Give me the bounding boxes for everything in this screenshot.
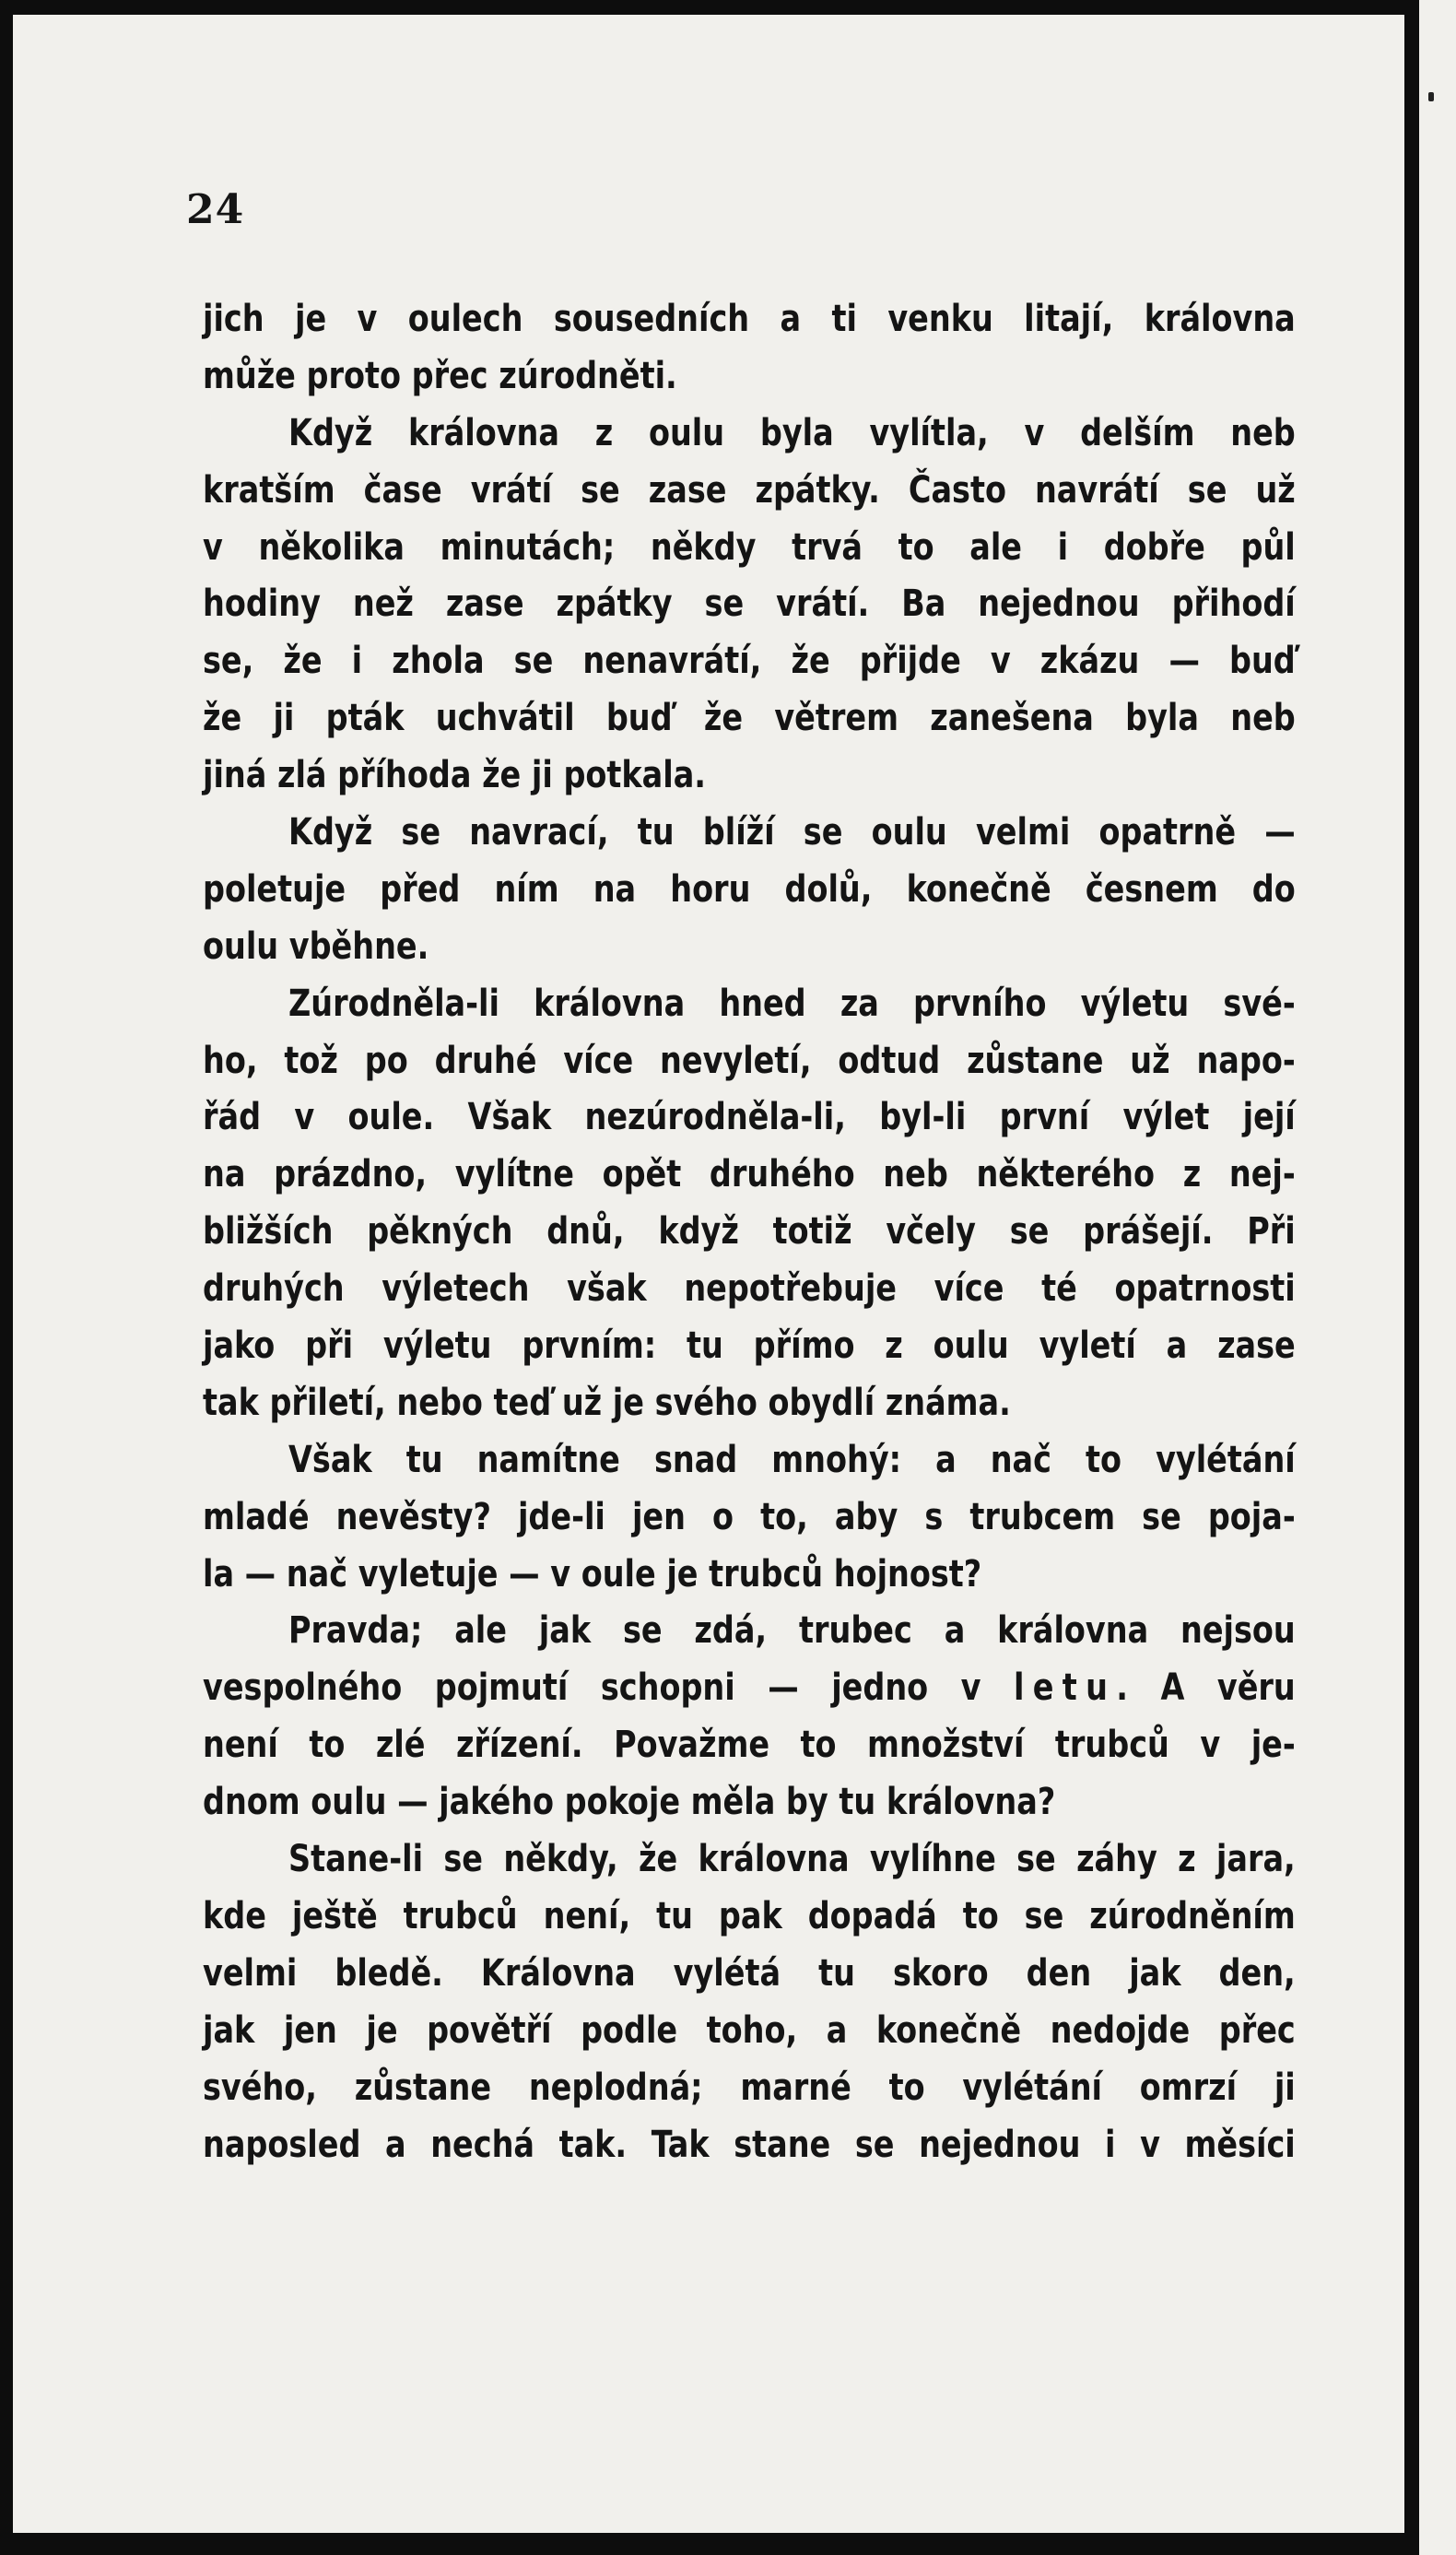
text-line: naposled a nechá tak. Tak stane se nejednou i v měsíci <box>203 2123 1296 2166</box>
text-line: Však tu namítne snad mnohý: a nač to vylétání <box>288 1438 1296 1481</box>
text-line: není to zlé zřízení. Považme to množství trubců v je- <box>203 1724 1296 1767</box>
text-line: ho, tož po druhé více nevyletí, odtud zůstane už napo- <box>203 1039 1296 1082</box>
text-line: bližších pěkných dnů, když totiž včely se prášejí. Při <box>203 1210 1296 1254</box>
text-line: se, že i zhola se nenavrátí, že přijde v zkázu — buď <box>203 640 1296 683</box>
text-line: tak přiletí, nebo teď už je svého obydlí známa. <box>203 1381 1011 1424</box>
page-text <box>203 291 1296 2173</box>
text-line: jich je v oulech sousedních a ti venku litají, královna <box>203 298 1296 340</box>
text-line-spaced <box>203 1660 1296 1717</box>
text-segment: . A věru <box>1116 1666 1296 1710</box>
book-page <box>13 15 1404 2533</box>
emphasized-word: letu <box>1014 1666 1117 1710</box>
text-line: svého, zůstane neplodná; marné to vylétání omrzí ji <box>203 2066 1296 2109</box>
adjacent-page-edge <box>1419 0 1456 2555</box>
text-line: že ji pták uchvátil buď že větrem zanešena byla neb <box>203 697 1296 740</box>
text-line: kde ještě trubců není, tu pak dopadá to se zúrodněním <box>203 1894 1296 1937</box>
text-line: jak jen je povětří podle toho, a konečně nedojde přec <box>203 2008 1296 2052</box>
page-number: 24 <box>186 186 245 233</box>
text-line: Pravda; ale jak se zdá, trubec a královna nejsou <box>288 1609 1296 1653</box>
text-line: kratším čase vrátí se zase zpátky. Často navrátí se už <box>203 468 1296 512</box>
text-line: Když se navrací, tu blíží se oulu velmi opatrně — <box>288 811 1296 854</box>
text-line: druhých výletech však nepotřebuje více té opatrnosti <box>203 1267 1296 1311</box>
text-line: jiná zlá příhoda že ji potkala. <box>203 754 706 797</box>
text-line: dnom oulu — jakého pokoje měla by tu královna? <box>203 1781 1056 1824</box>
text-line: Stane-li se někdy, že královna vylíhne se záhy z jara, <box>288 1838 1296 1881</box>
text-line: hodiny než zase zpátky se vrátí. Ba nejednou přihodí <box>203 583 1296 626</box>
text-line: poletuje před ním na horu dolů, konečně česnem do <box>203 867 1296 911</box>
text-line: velmi bledě. Královna vylétá tu skoro den jak den, <box>203 1951 1296 1995</box>
text-line: v několika minutách; někdy trvá to ale i dobře půl <box>203 525 1296 569</box>
text-line: oulu vběhne. <box>203 924 429 968</box>
text-line: Když královna z oulu byla vylítla, v delším neb <box>288 411 1296 454</box>
text-segment: vespolného pojmutí schopni — jedno v <box>203 1666 981 1710</box>
text-line: la — nač vyletuje — v oule je trubců hojnost? <box>203 1552 982 1595</box>
text-line: mladé nevěsty? jde-li jen o to, aby s trubcem se poja- <box>203 1495 1296 1538</box>
ink-speck <box>1428 92 1434 101</box>
text-line: na prázdno, vylítne opět druhého neb některého z nej- <box>203 1153 1296 1196</box>
text-line: jako při výletu prvním: tu přímo z oulu vyletí a zase <box>203 1325 1296 1368</box>
text-line: Zúrodněla-li královna hned za prvního výletu své- <box>288 982 1296 1025</box>
text-line: řád v oule. Však nezúrodněla-li, byl-li první výlet její <box>203 1096 1296 1139</box>
text-line: může proto přec zúrodněti. <box>203 354 677 397</box>
